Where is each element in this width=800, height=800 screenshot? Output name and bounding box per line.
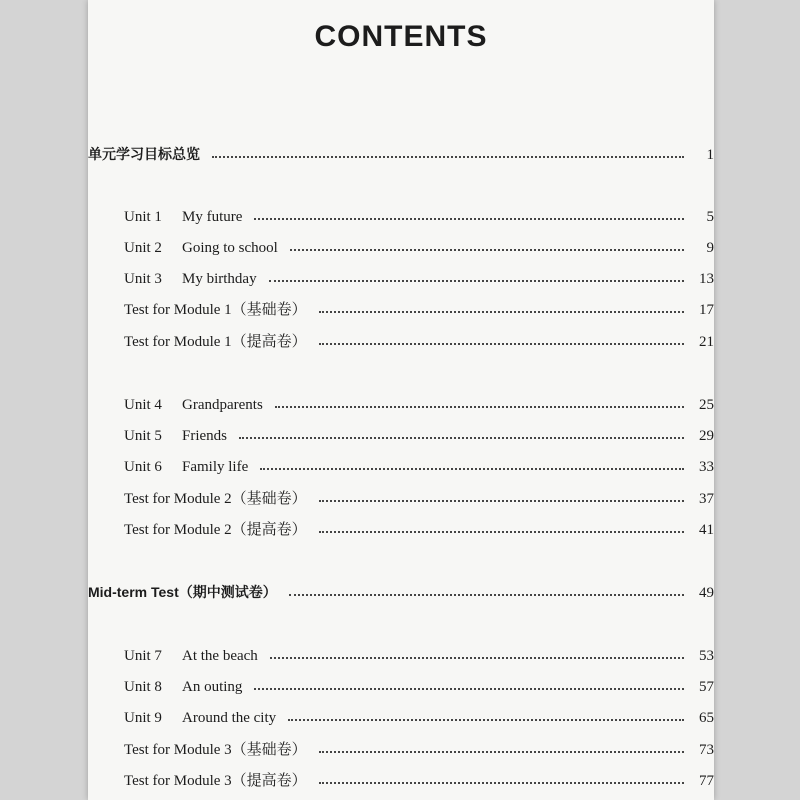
unit-name: Grandparents [182,397,263,413]
dot-leader [288,719,684,721]
toc-label: Test for Module 3（提高卷） [124,773,307,789]
unit-number: Unit 3 [124,271,162,287]
toc-entry-goals-overview[interactable] [88,140,714,164]
dot-leader [254,218,684,220]
dot-leader [319,782,684,784]
toc-label: 单元学习目标总览 [88,146,200,162]
dot-leader [319,751,684,753]
toc-label: Mid-term Test（期中测试卷） [88,584,277,600]
unit-number: Unit 5 [124,428,162,444]
dot-leader [319,343,684,345]
toc-page-number: 1 [706,147,714,163]
unit-name: Around the city [182,710,277,726]
toc-label: Test for Module 1（基础卷） [124,302,307,318]
toc-page-number: 49 [699,585,714,601]
unit-name: Friends [182,428,227,444]
unit-number: Unit 2 [124,240,162,256]
toc-entry-test-module-1-basic[interactable] [88,295,714,319]
toc-entry-unit-9[interactable] [88,703,714,727]
unit-number: Unit 8 [124,679,162,695]
toc-page-number: 37 [699,491,714,507]
toc-entry-test-module-2-advanced[interactable] [88,515,714,539]
unit-name: An outing [182,679,243,695]
toc-page-number: 17 [699,302,714,318]
toc-label: Test for Module 2（基础卷） [124,491,307,507]
toc-label: Test for Module 2（提高卷） [124,522,307,538]
unit-name: My future [182,209,243,225]
dot-leader [270,657,684,659]
toc-page-number: 33 [699,459,714,475]
dot-leader [254,688,684,690]
toc-entry-unit-2[interactable] [88,233,714,257]
unit-number: Unit 1 [124,209,162,225]
unit-name: Going to school [182,240,278,256]
toc-entry-test-module-1-advanced[interactable] [88,327,714,351]
toc-page-number: 5 [706,209,714,225]
toc-entry-test-module-2-basic[interactable] [88,484,714,508]
toc-page-number: 13 [699,271,714,287]
document-page [88,0,714,800]
toc-entry-unit-6[interactable] [88,452,714,476]
dot-leader [319,500,684,502]
toc-page-number: 9 [706,240,714,256]
toc-entry-test-module-3-basic[interactable] [88,735,714,759]
unit-number: Unit 6 [124,459,162,475]
toc-page-number: 21 [699,334,714,350]
unit-number: Unit 4 [124,397,162,413]
toc-label: Test for Module 3（基础卷） [124,742,307,758]
toc-entry-unit-3[interactable] [88,264,714,288]
dot-leader [269,280,684,282]
unit-name: At the beach [182,648,258,664]
toc-entry-unit-8[interactable] [88,672,714,696]
toc-page-number: 53 [699,648,714,664]
toc-page-number: 25 [699,397,714,413]
dot-leader [239,437,684,439]
toc-page-number: 77 [699,773,714,789]
dot-leader [289,594,684,596]
toc-entry-unit-4[interactable] [88,390,714,414]
unit-number: Unit 7 [124,648,162,664]
toc-page-number: 65 [699,710,714,726]
page-title: CONTENTS [314,20,488,53]
unit-number: Unit 9 [124,710,162,726]
toc-entry-mid-term-test[interactable] [88,578,714,602]
unit-name: Family life [182,459,249,475]
toc-entry-unit-5[interactable] [88,421,714,445]
dot-leader [319,311,684,313]
table-of-contents [88,0,714,800]
toc-entry-test-module-3-advanced[interactable] [88,766,714,790]
dot-leader [319,531,684,533]
dot-leader [275,406,684,408]
toc-page-number: 41 [699,522,714,538]
toc-label: Test for Module 1（提高卷） [124,334,307,350]
toc-entry-unit-1[interactable] [88,202,714,226]
dot-leader [290,249,684,251]
toc-page-number: 29 [699,428,714,444]
toc-page-number: 57 [699,679,714,695]
dot-leader [260,468,684,470]
toc-page-number: 73 [699,742,714,758]
dot-leader [212,156,684,158]
unit-name: My birthday [182,271,257,287]
toc-entry-unit-7[interactable] [88,641,714,665]
